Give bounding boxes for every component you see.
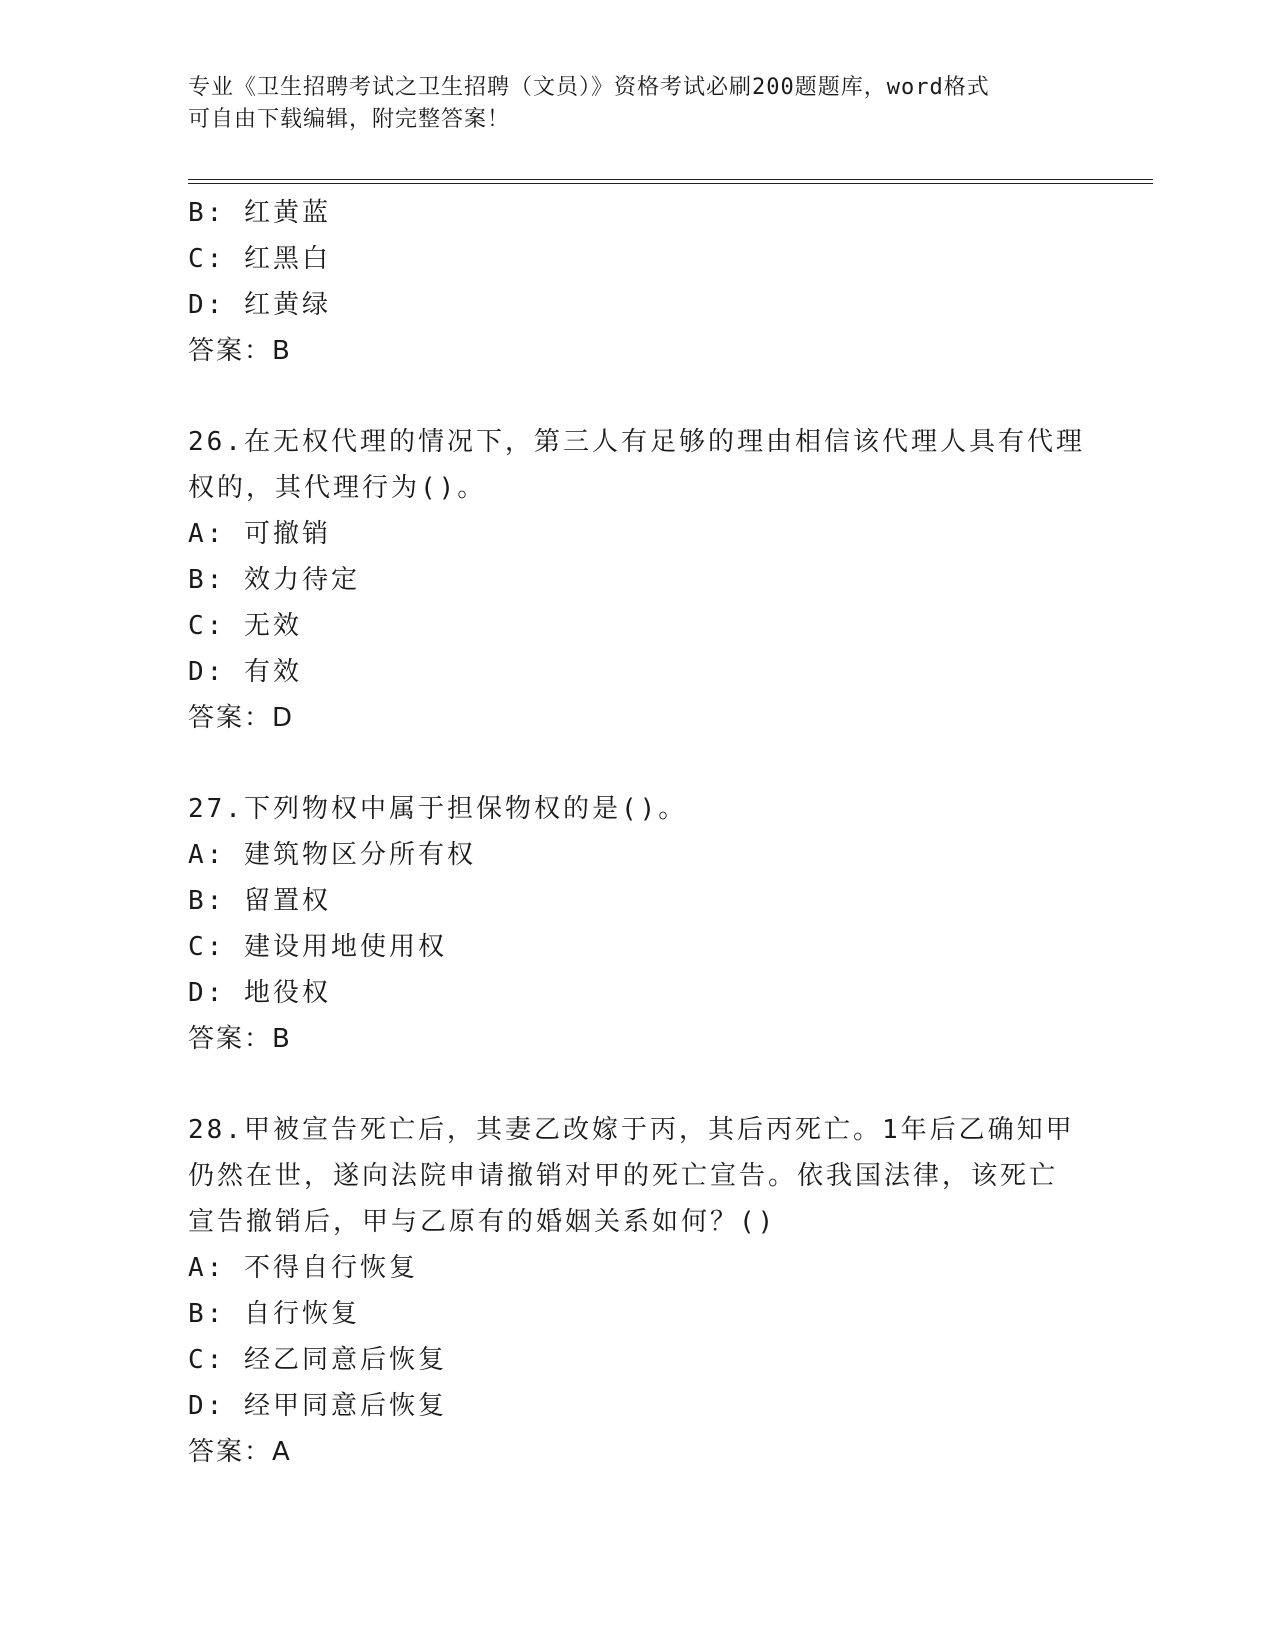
option-b: B: 红黄蓝: [188, 198, 331, 228]
option-a: A: 可撤销: [188, 519, 331, 549]
option-c: C: 红黑白: [188, 244, 331, 274]
option-d: D: 有效: [188, 657, 302, 687]
option-c: C: 建设用地使用权: [188, 932, 447, 962]
answer-line: 答案：D: [188, 703, 295, 733]
question-stem-line: 28.甲被宣告死亡后，其妻乙改嫁于丙，其后丙死亡。1年后乙确知甲: [188, 1115, 1075, 1145]
option-a: A: 不得自行恢复: [188, 1253, 418, 1283]
answer-line: 答案：B: [188, 336, 292, 366]
question-26: [188, 419, 1088, 741]
option-c: C: 经乙同意后恢复: [188, 1345, 447, 1375]
header-divider-top: [188, 179, 1153, 180]
header-title-line-2: 可自由下载编辑，附完整答案！: [188, 107, 511, 132]
question-list: [188, 190, 1088, 1475]
option-b: B: 留置权: [188, 886, 331, 916]
answer-line: 答案：A: [188, 1437, 292, 1467]
option-d: D: 经甲同意后恢复: [188, 1391, 447, 1421]
question-25-fragment: [188, 190, 1088, 374]
option-b: B: 自行恢复: [188, 1299, 360, 1329]
question-28: [188, 1107, 1088, 1475]
header-divider-bottom: [188, 183, 1153, 184]
option-a: A: 建筑物区分所有权: [188, 840, 476, 870]
question-stem-line: 27.下列物权中属于担保物权的是()。: [188, 794, 688, 824]
question-stem-line: 26.在无权代理的情况下，第三人有足够的理由相信该代理人具有代理: [188, 427, 1085, 457]
option-c: C: 无效: [188, 611, 302, 641]
option-b: B: 效力待定: [188, 565, 360, 595]
question-stem-line: 宣告撤销后，甲与乙原有的婚姻关系如何？(): [188, 1207, 777, 1237]
document-header: [188, 72, 1068, 136]
question-stem-line: 仍然在世，遂向法院申请撤销对甲的死亡宣告。依我国法律，该死亡: [188, 1161, 1059, 1191]
option-d: D: 地役权: [188, 978, 331, 1008]
header-title-line-1: 专业《卫生招聘考试之卫生招聘（文员）》资格考试必刷200题题库，word格式: [188, 75, 990, 100]
option-d: D: 红黄绿: [188, 290, 331, 320]
answer-line: 答案：B: [188, 1024, 292, 1054]
question-27: [188, 786, 1088, 1062]
question-stem-line: 权的，其代理行为()。: [188, 473, 487, 503]
